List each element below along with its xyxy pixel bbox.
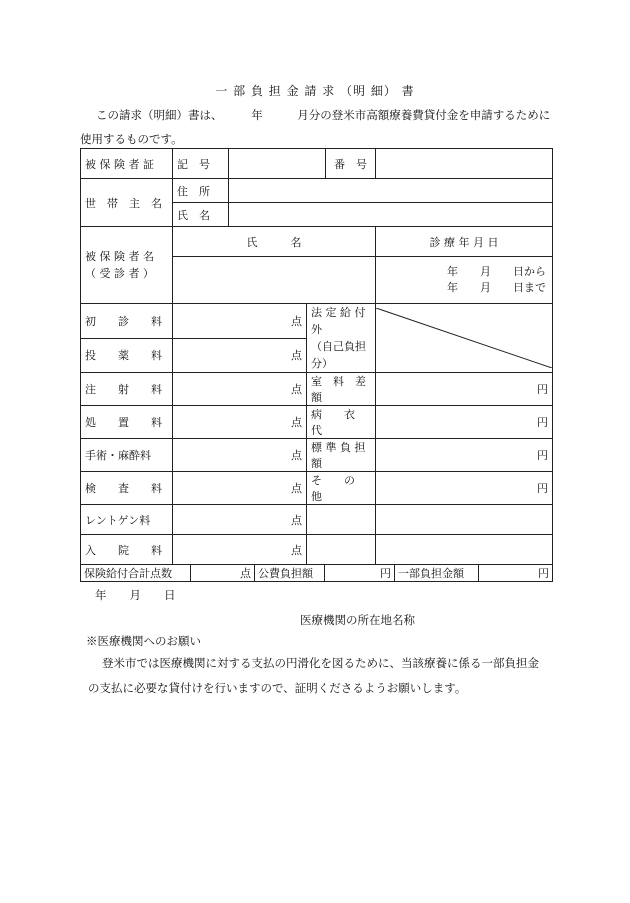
summary-table	[80, 564, 553, 582]
right-blank-2[interactable]	[307, 535, 376, 565]
diagonal-cell	[376, 304, 553, 373]
number-field[interactable]	[376, 149, 553, 179]
fee-label-surgery: 手術・麻酔料	[81, 439, 173, 472]
signature-date: 年 月 日	[95, 588, 176, 602]
fee-label-injection: 注 射 料	[81, 373, 173, 406]
fee-points-medication[interactable]: 点	[173, 338, 307, 373]
right-blank-amount-1[interactable]	[376, 505, 553, 535]
number-label: 番 号	[326, 149, 376, 179]
right-amount-other[interactable]: 円	[376, 472, 553, 505]
fee-points-treatment[interactable]: 点	[173, 406, 307, 439]
public-burden-label: 公費負担額	[255, 565, 325, 582]
treatment-date-field[interactable]	[376, 257, 553, 304]
right-label-standard-burden: 標 準 負 担 額	[307, 439, 376, 472]
to-date: 年 月 日まで	[447, 281, 546, 294]
insured-name-cell	[81, 227, 173, 304]
fee-label-exam: 検 査 料	[81, 472, 173, 505]
symbol-label: 記 号	[173, 149, 229, 179]
fee-points-initial[interactable]: 点	[173, 304, 307, 339]
insured-name-label: 被 保 険 者 名	[85, 250, 154, 263]
right-label-room-diff: 室 料 差 額	[307, 373, 376, 406]
fee-points-hospitalization[interactable]: 点	[173, 535, 307, 565]
request-title: ※医療機関へのお願い	[86, 634, 201, 648]
treatment-date-header: 診 療 年 月 日	[376, 227, 553, 257]
from-date: 年 月 日から	[447, 265, 546, 278]
name-column-header: 氏 名	[173, 227, 376, 257]
partial-amount-field[interactable]: 円	[479, 565, 553, 582]
public-burden-field[interactable]: 円	[325, 565, 395, 582]
institution-name-label: 医療機関の所在地名称	[300, 613, 415, 627]
intro-line-1: この請求（明細）書は、 年 月分の登米市高額療養費貸付金を申請するために	[96, 108, 551, 122]
right-amount-room-diff[interactable]: 円	[376, 373, 553, 406]
household-head-label: 世 帯 主 名	[81, 179, 173, 227]
diagonal-line	[376, 308, 552, 368]
fee-label-hospitalization: 入 院 料	[81, 535, 173, 565]
fee-points-injection[interactable]: 点	[173, 373, 307, 406]
partial-amount-label: 一部負担金額	[395, 565, 479, 582]
fee-label-xray: レントゲン料	[81, 505, 173, 535]
fee-points-exam[interactable]: 点	[173, 472, 307, 505]
right-label-gown: 病 衣 代	[307, 406, 376, 439]
request-line-1: 登米市では医療機関に対する支払の円滑化を図るために、当該療養に係る一部負担金	[102, 656, 539, 670]
request-detail-table	[80, 148, 553, 565]
out-of-statutory-label: 法 定 給 付 外	[311, 306, 366, 336]
right-amount-gown[interactable]: 円	[376, 406, 553, 439]
intro-line-2: 使用するものです。	[80, 132, 183, 146]
patient-name-field[interactable]	[173, 257, 376, 304]
patient-label: （ 受 診 者 ）	[85, 267, 154, 280]
insurance-total-label: 保険給付合計点数	[81, 565, 191, 582]
right-blank-1[interactable]	[307, 505, 376, 535]
insured-card-label: 被 保 険 者 証	[81, 149, 173, 179]
address-field[interactable]	[229, 179, 553, 203]
right-amount-standard-burden[interactable]: 円	[376, 439, 553, 472]
name-label: 氏 名	[173, 203, 229, 227]
fee-label-initial: 初 診 料	[81, 304, 173, 339]
name-field[interactable]	[229, 203, 553, 227]
symbol-field[interactable]	[229, 149, 326, 179]
address-label: 住 所	[173, 179, 229, 203]
right-blank-amount-2[interactable]	[376, 535, 553, 565]
fee-label-medication: 投 薬 料	[81, 338, 173, 373]
fee-points-xray[interactable]: 点	[173, 505, 307, 535]
fee-points-surgery[interactable]: 点	[173, 439, 307, 472]
request-line-2: の支払に必要な貸付けを行いますので、証明くださるようお願いします。	[88, 681, 467, 695]
document-title: 一 部 負 担 金 請 求 （明 細） 書	[215, 84, 415, 98]
fee-label-treatment: 処 置 料	[81, 406, 173, 439]
self-pay-label: （自己負担分）	[311, 340, 366, 370]
insurance-total-field[interactable]: 点	[191, 565, 255, 582]
out-of-statutory-cell	[307, 304, 376, 373]
right-label-other: そ の 他	[307, 472, 376, 505]
